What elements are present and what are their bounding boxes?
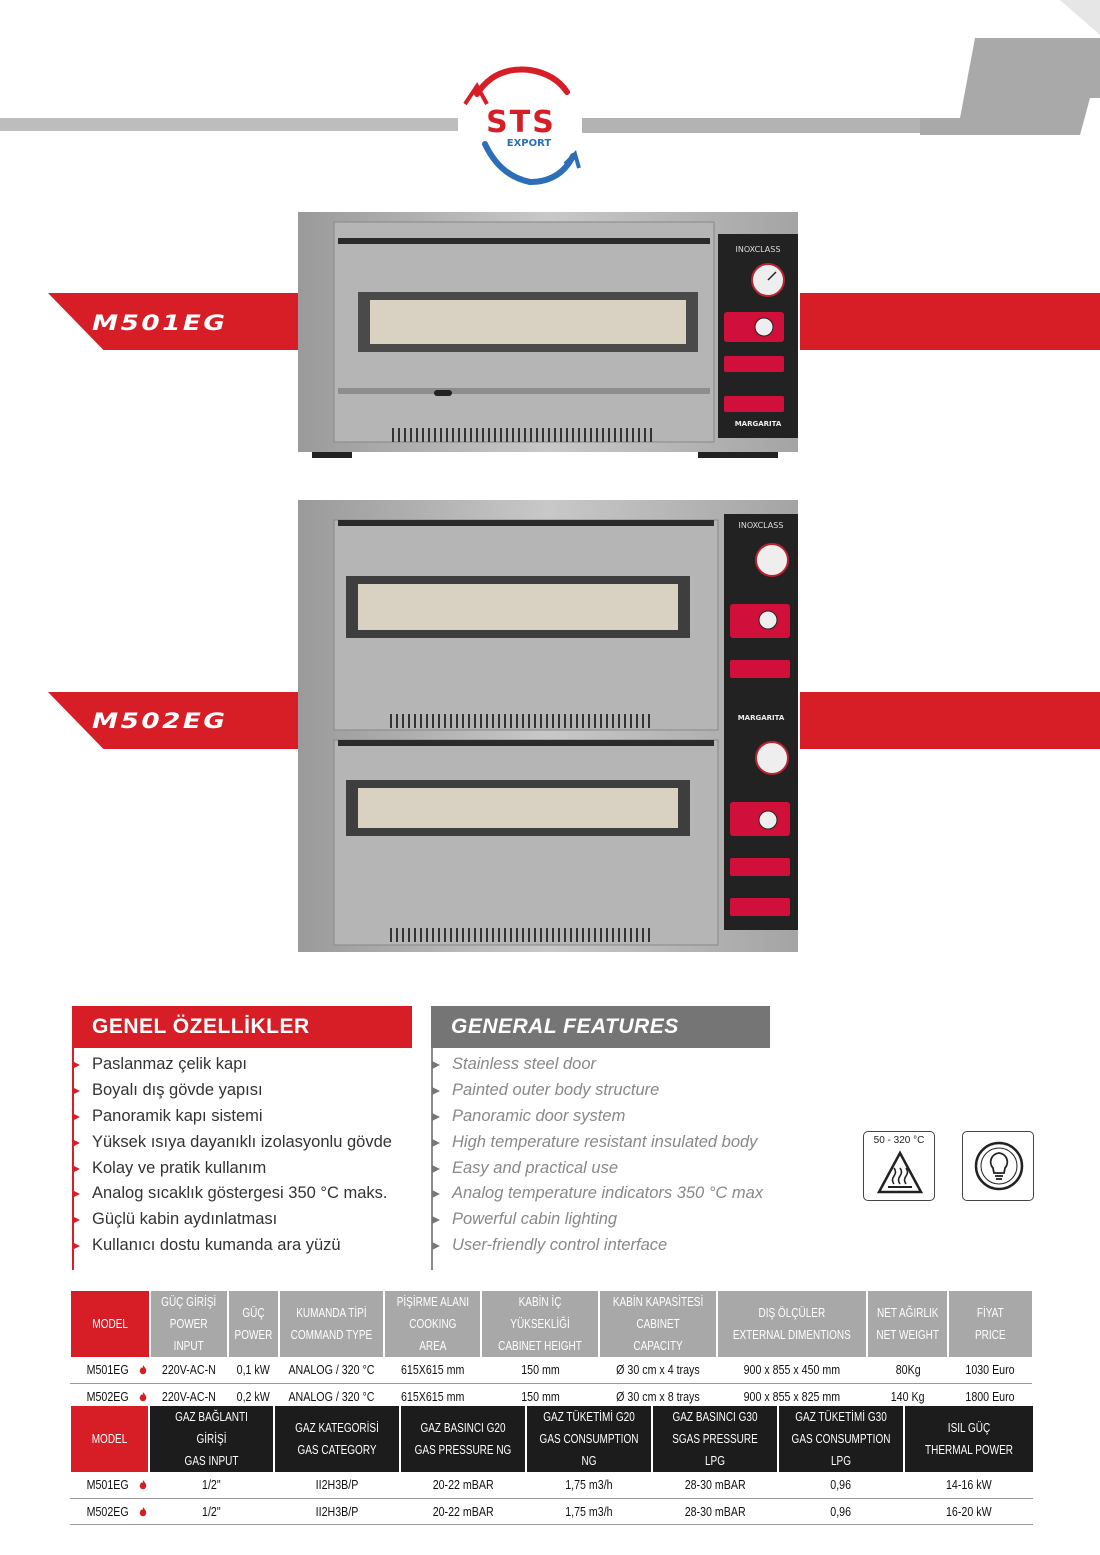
- table-cell: 1030 Euro: [948, 1357, 1032, 1383]
- table-cell: 140 Kg: [867, 1383, 948, 1409]
- table-cell: ANALOG / 320 °C: [279, 1383, 384, 1409]
- hot-surface-icon: [876, 1150, 924, 1196]
- flame-icon: [139, 1507, 147, 1517]
- feature-item-en: Stainless steel door: [432, 1052, 763, 1078]
- flame-icon: [139, 1392, 147, 1402]
- table-cell: 900 x 855 x 450 mm: [717, 1357, 867, 1383]
- features-list-tr: [72, 1052, 392, 1259]
- lightbulb-icon: [973, 1140, 1025, 1192]
- table-cell: 0,2 kW: [228, 1383, 279, 1409]
- model-label-2: M502EG: [92, 709, 228, 733]
- sts-export-logo: [455, 64, 585, 192]
- table-cell: 220V-AC-N: [150, 1383, 227, 1409]
- table-row: [70, 1357, 1032, 1383]
- table-cell: 150 mm: [481, 1383, 599, 1409]
- table-cell: 1/2": [149, 1472, 274, 1498]
- table-cell: ANALOG / 320 °C: [279, 1357, 384, 1383]
- table-header: PİŞİRME ALANI COOKING AREA: [384, 1291, 482, 1357]
- table-header: KUMANDA TİPİ COMMAND TYPE: [279, 1291, 384, 1357]
- header-corner-shape: [1000, 0, 1100, 40]
- table-header: GAZ TÜKETİMİ G30 GAS CONSUMPTION LPG: [778, 1406, 904, 1472]
- feature-item-en: Easy and practical use: [432, 1156, 763, 1182]
- oven-image-m501eg: [298, 212, 800, 460]
- table-row: [70, 1472, 1033, 1498]
- table-header: GÜÇ POWER: [228, 1291, 279, 1357]
- table-cell: 615X615 mm: [384, 1357, 482, 1383]
- table-header: DIŞ ÖLÇÜLER EXTERNAL DIMENTIONS: [717, 1291, 867, 1357]
- table-cell: 0,96: [778, 1472, 904, 1498]
- table-cell: Ø 30 cm x 8 trays: [599, 1383, 717, 1409]
- table-header-model: MODEL: [70, 1406, 149, 1472]
- feature-item-tr: Panoramik kapı sistemi: [72, 1104, 392, 1130]
- table-header: GAZ BASINCI G30 SGAS PRESSURE LPG: [652, 1406, 778, 1472]
- logo-text: STS: [486, 105, 556, 140]
- table-cell: 150 mm: [481, 1357, 599, 1383]
- table-cell: 0,1 kW: [228, 1357, 279, 1383]
- model-band-right-1: [800, 293, 1100, 350]
- table-header: GAZ BASINCI G20 GAS PRESSURE NG: [400, 1406, 526, 1472]
- table-row: [70, 1498, 1033, 1524]
- table-header: GAZ KATEGORİSİ GAS CATEGORY: [274, 1406, 400, 1472]
- temperature-range: 50 - 320 °C: [873, 1135, 925, 1146]
- table-header: KABİN KAPASİTESİ CABINET CAPACITY: [599, 1291, 717, 1357]
- table-cell: 220V-AC-N: [150, 1357, 227, 1383]
- feature-item-tr: Analog sıcaklık göstergesi 350 °C maks.: [72, 1181, 392, 1207]
- table-cell-model: M502EG: [70, 1383, 150, 1409]
- feature-item-en: Painted outer body structure: [432, 1078, 763, 1104]
- table-header: KABİN İÇ YÜKSEKLİĞİ CABINET HEIGHT: [481, 1291, 599, 1357]
- feature-item-tr: Güçlü kabin aydınlatması: [72, 1207, 392, 1233]
- table-cell: Ø 30 cm x 4 trays: [599, 1357, 717, 1383]
- logo-subtext: EXPORT: [506, 138, 552, 149]
- table-cell: 80Kg: [867, 1357, 948, 1383]
- table-cell: 1/2": [149, 1498, 274, 1524]
- lighting-badge: [962, 1131, 1034, 1201]
- table-header: GÜÇ GİRİŞİ POWER INPUT: [150, 1291, 227, 1357]
- table-cell: 20-22 mBAR: [400, 1472, 526, 1498]
- features-list-en: [432, 1052, 763, 1259]
- table-cell: 0,96: [778, 1498, 904, 1524]
- table-cell: 28-30 mBAR: [652, 1498, 778, 1524]
- header-slope-shape: [920, 38, 1100, 135]
- spec-table-general: [69, 1291, 1032, 1410]
- feature-item-en: Panoramic door system: [432, 1104, 763, 1130]
- table-header: GAZ BAĞLANTI GİRİŞİ GAS INPUT: [149, 1406, 274, 1472]
- table-cell: 615X615 mm: [384, 1383, 482, 1409]
- table-cell: 900 x 855 x 825 mm: [717, 1383, 867, 1409]
- table-cell: 16-20 kW: [904, 1498, 1033, 1524]
- table-cell: 1,75 m3/h: [526, 1498, 652, 1524]
- table-cell: II2H3B/P: [274, 1472, 400, 1498]
- table-header: FİYAT PRICE: [948, 1291, 1032, 1357]
- feature-item-en: Analog temperature indicators 350 °C max: [432, 1181, 763, 1207]
- feature-item-tr: Yüksek ısıya dayanıklı izolasyonlu gövde: [72, 1130, 392, 1156]
- feature-item-tr: Kolay ve pratik kullanım: [72, 1156, 392, 1182]
- flame-icon: [139, 1365, 147, 1375]
- header-bar-left: [0, 118, 458, 131]
- oven-image-m502eg: [298, 500, 800, 962]
- table-cell: II2H3B/P: [274, 1498, 400, 1524]
- spec-table-gas: [69, 1406, 1033, 1525]
- svg-text:MARGARITA: MARGARITA: [737, 714, 785, 722]
- table-header: ISIL GÜÇ THERMAL POWER: [904, 1406, 1033, 1472]
- features-title-tr: GENEL ÖZELLİKLER: [72, 1006, 412, 1048]
- model-band-right-2: [800, 692, 1100, 749]
- feature-item-en: High temperature resistant insulated body: [432, 1130, 763, 1156]
- feature-item-en: Powerful cabin lighting: [432, 1207, 763, 1233]
- table-cell: 1800 Euro: [948, 1383, 1032, 1409]
- feature-item-tr: Paslanmaz çelik kapı: [72, 1052, 392, 1078]
- table-header-model: MODEL: [70, 1291, 150, 1357]
- table-cell: 14-16 kW: [904, 1472, 1033, 1498]
- svg-text:INOXCLASS: INOXCLASS: [735, 245, 781, 254]
- table-cell-model: M501EG: [70, 1472, 149, 1498]
- table-cell: 28-30 mBAR: [652, 1472, 778, 1498]
- svg-text:MARGARITA: MARGARITA: [734, 420, 782, 428]
- table-cell-model: M502EG: [70, 1498, 149, 1524]
- table-header: GAZ TÜKETİMİ G20 GAS CONSUMPTION NG: [526, 1406, 652, 1472]
- table-header: NET AĞIRLIK NET WEIGHT: [867, 1291, 948, 1357]
- features-title-en: GENERAL FEATURES: [431, 1006, 770, 1048]
- model-label-1: M501EG: [92, 311, 228, 335]
- feature-item-tr: Boyalı dış gövde yapısı: [72, 1078, 392, 1104]
- feature-item-en: User-friendly control interface: [432, 1233, 763, 1259]
- feature-item-tr: Kullanıcı dostu kumanda ara yüzü: [72, 1233, 392, 1259]
- temperature-badge: [863, 1131, 935, 1201]
- table-cell-model: M501EG: [70, 1357, 150, 1383]
- table-cell: 1,75 m3/h: [526, 1472, 652, 1498]
- flame-icon: [139, 1480, 147, 1490]
- table-cell: 20-22 mBAR: [400, 1498, 526, 1524]
- svg-text:INOXCLASS: INOXCLASS: [738, 521, 784, 530]
